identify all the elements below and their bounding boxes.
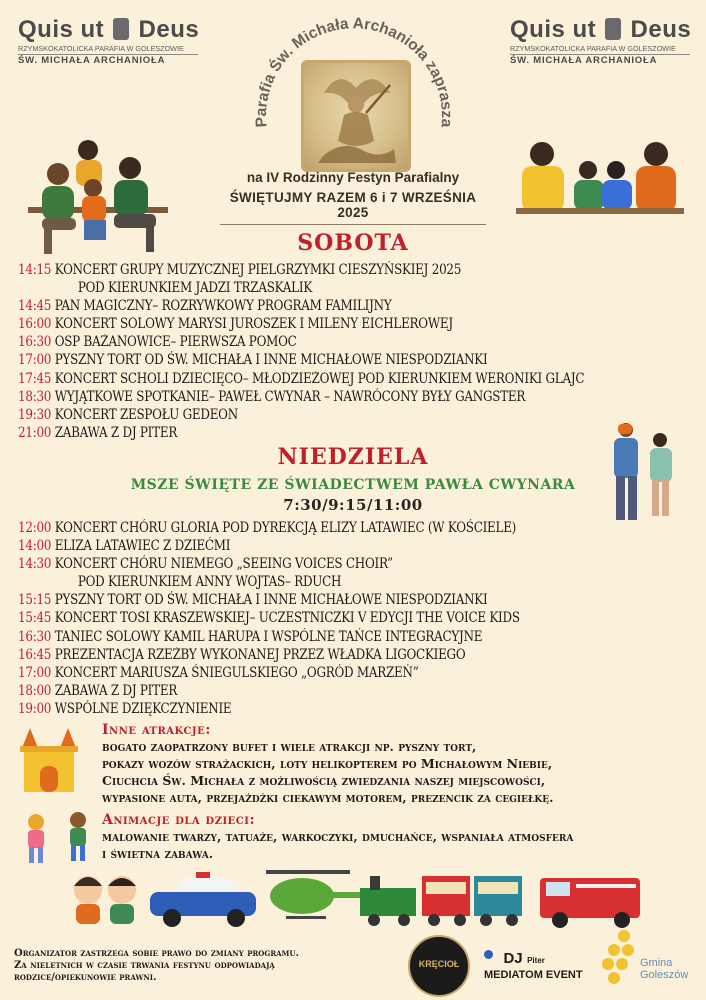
- other-line: wypasione auta, przejażdżki ciekawym motorem, prezencik za cegiełkę.: [102, 790, 554, 805]
- schedule-row: 14:30 KONCERT CHÓRU NIEMEGO „SEEING VOICES CHOIR”: [18, 556, 393, 573]
- schedule-row: 19:30 KONCERT ZESPOŁU GEDEON: [18, 406, 238, 423]
- saturday-title: SOBOTA: [297, 230, 409, 256]
- schedule-row: 17:00 KONCERT MARIUSZA ŚNIEGULSKIEGO „OGRÓD MARZEŃ”: [18, 664, 419, 681]
- archangel-engraving-icon: [304, 63, 408, 169]
- mass-times: 7:30/9:15/11:00: [283, 496, 423, 514]
- logo-right: [510, 16, 690, 66]
- other-attractions: [102, 722, 692, 806]
- saturday-schedule: [18, 261, 662, 442]
- arc-text: Parafia Św. Michała Archanioła zaprasza: [252, 15, 456, 128]
- logo-title: Quis ut Deus: [18, 16, 200, 43]
- schedule-row: 15:15 PYSZNY TORT OD ŚW. MICHAŁA I INNE MICHAŁOWE NIESPODZIANKI: [18, 592, 488, 609]
- kids-heading: Animacje dla dzieci:: [102, 812, 256, 828]
- archangel-icon: [113, 18, 129, 40]
- logo-title: Quis ut Deus: [510, 16, 692, 43]
- schedule-row: 12:00 KONCERT CHÓRU GLORIA POD DYREKCJĄ ELIZY LATAWIEC (W KOŚCIELE): [18, 520, 517, 536]
- schedule-row: 15:45 KONCERT TOSI KRASZEWSKIEJ– UCZESTNICZKI V EDYCJI THE VOICE KIDS: [18, 610, 520, 627]
- logo-subtitle-2: ŚW. MICHAŁA ARCHANIOŁA: [510, 55, 658, 66]
- kids-line: i świetna zabawa.: [102, 846, 214, 861]
- helicopter-icon: [266, 870, 370, 919]
- schedule-row: 14:45 PAN MAGICZNY– ROZRYWKOWY PROGRAM FAMILIJNY: [18, 298, 392, 315]
- festival-name: na IV Rodzinny Festyn Parafialny: [246, 170, 460, 185]
- other-heading: Inne atrakcje:: [102, 722, 211, 738]
- other-line: Ciuchcia Św. Michała z możliwością zwiedzania naszej miejscowości,: [102, 773, 546, 788]
- logo-subtitle: RZYMSKOKATOLICKA PARAFIA W GOLESZOWIE: [18, 44, 198, 55]
- police-car-icon: [150, 872, 256, 927]
- schedule-row: POD KIERUNKIEM ANNY WOJTAS– RDUCH: [77, 574, 342, 591]
- festival-dates: ŚWIĘTUJMY RAZEM 6 i 7 WRZEŚNIA 2025: [220, 190, 486, 225]
- festival-title: [220, 170, 486, 225]
- sunday-schedule: [18, 519, 588, 718]
- playing-kids-illustration: [16, 810, 100, 866]
- bouncy-castle-icon: [18, 722, 80, 794]
- archangel-icon: [605, 18, 621, 40]
- schedule-row: POD KIERUNKIEM JADZI TRZASKALIK: [77, 280, 313, 297]
- kreciol-badge: KRĘCIOŁ: [408, 935, 470, 997]
- other-line: pokazy wozów strażackich, loty helikopterem po Michałowym Niebie,: [102, 756, 553, 771]
- schedule-row: 18:30 WYJĄTKOWE SPOTKANIE– PAWEŁ CWYNAR – NAWRÓCONY BYŁY GANGSTER: [18, 388, 526, 405]
- children-faces-icon: [74, 876, 136, 924]
- schedule-row: 17:45 KONCERT SCHOLI DZIECIĘCO– MŁODZIEŻOWEJ POD KIERUNKIEM WERONIKI GLAJC: [18, 370, 585, 387]
- schedule-row: 18:00 ZABAWA Z DJ PITER: [18, 682, 178, 699]
- kids-line: malowanie twarzy, tatuaże, warkoczyki, dmuchańce, wspaniała atmosfera: [102, 829, 574, 844]
- family-right-illustration: [516, 134, 684, 226]
- train-icon: [360, 876, 522, 926]
- kids-animations: [102, 812, 698, 862]
- logo-left: [18, 16, 198, 66]
- logo-subtitle: RZYMSKOKATOLICKA PARAFIA W GOLESZOWIE: [510, 44, 690, 55]
- vehicles-strip: [70, 860, 650, 930]
- schedule-row: 16:45 PREZENTACJA RZEŹBY WYKONANEJ PRZEZ WŁADKA LIGOCKIEGO: [18, 646, 466, 663]
- archangel-medallion: [301, 60, 411, 172]
- facebook-icon: [484, 950, 493, 959]
- schedule-row: 16:30 OSP BAŻANOWICE– PIERWSZA POMOC: [18, 334, 297, 351]
- gmina-goleszow-logo: Gmina Goleszów: [640, 957, 689, 981]
- logo-subtitle-2: ŚW. MICHAŁA ARCHANIOŁA: [18, 55, 166, 66]
- mediatom-sponsor: DJ Piter MEDIATOM EVENT: [484, 950, 583, 981]
- schedule-row: 21:00 ZABAWA Z DJ PITER: [18, 424, 178, 441]
- schedule-row: 16:00 KONCERT SOLOWY MARYSI JUROSZEK I MILENY EICHLEROWEJ: [18, 316, 453, 333]
- other-line: bogato zaopatrzony bufet i wiele atrakcji np. pyszny tort,: [102, 739, 477, 754]
- organizer-note: Organizator zastrzega sobie prawo do zmiany programu. Za nieletnich w czasie trwania festynu odpowiadają rodzice/opiekunowie prawni.: [14, 948, 299, 983]
- schedule-row: 17:00 PYSZNY TORT OD ŚW. MICHAŁA I INNE MICHAŁOWE NIESPODZIANKI: [18, 352, 488, 369]
- schedule-row: 16:30 TANIEC SOLOWY KAMIL HARUPA I WSPÓLNE TAŃCE INTEGRACYJNE: [18, 628, 483, 645]
- mass-heading: MSZE ŚWIĘTE ZE ŚWIADECTWEM PAWŁA CWYNARA: [130, 477, 576, 493]
- fire-truck-icon: [540, 878, 640, 928]
- schedule-row: 14:15 KONCERT GRUPY MUZYCZNEJ PIELGRZYMKI CIESZYŃSKIEJ 2025: [18, 262, 462, 278]
- sunday-title: NIEDZIELA: [277, 444, 429, 470]
- gmina-honeycomb-icon: [598, 928, 640, 988]
- schedule-row: 14:00 ELIZA LATAWIEC Z DZIEĆMI: [18, 538, 231, 555]
- schedule-row: 19:00 WSPÓLNE DZIĘKCZYNIENIE: [18, 700, 232, 717]
